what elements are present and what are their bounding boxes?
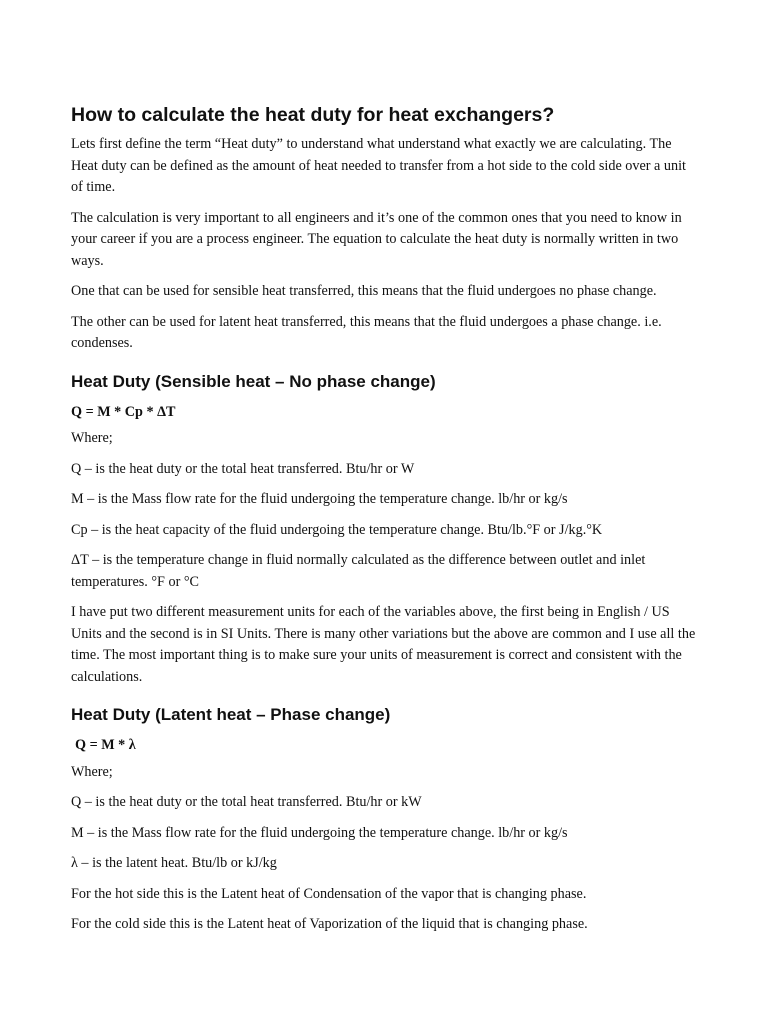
intro-paragraph-4: The other can be used for latent heat transferred, this means that the fluid undergoes a phase change. i.e. condenses. <box>71 313 662 351</box>
units-note-paragraph: I have put two different measurement units for each of the variables above, the first being in English / US Units and the second is in SI Units. There is many other variations but the above are common and I use all the time. The most important thing is to make sure your units of measurement is correct and consistent with the calculations. <box>71 604 696 685</box>
latent-variable-q: Q – is the heat duty or the total heat transferred. Btu/hr or kW <box>71 794 422 810</box>
latent-heat-heading: Heat Duty (Latent heat – Phase change) <box>71 705 391 724</box>
sensible-heat-heading: Heat Duty (Sensible heat – No phase change) <box>71 371 436 391</box>
cold-side-paragraph: For the cold side this is the Latent heat of Vaporization of the liquid that is changing phase. <box>71 916 588 932</box>
latent-where-label: Where; <box>71 763 113 780</box>
latent-variable-lambda: λ – is the latent heat. Btu/lb or kJ/kg <box>71 855 277 871</box>
intro-paragraph-1: Lets first define the term “Heat duty” to understand what understand what exactly we are calculating. The Heat duty can be defined as the amount of heat needed to transfer from a hot side to the cold side over a unit of time. <box>71 136 686 195</box>
document-title: How to calculate the heat duty for heat exchangers? <box>71 104 555 126</box>
sensible-variable-delta-t: ΔT – is the temperature change in fluid normally calculated as the difference between outlet and inlet temperatures. °F or °C <box>71 552 646 590</box>
sensible-where-label: Where; <box>71 430 113 446</box>
intro-paragraph-3: One that can be used for sensible heat transferred, this means that the fluid undergoes no phase change. <box>71 283 657 299</box>
sensible-variable-m: M – is the Mass flow rate for the fluid undergoing the temperature change. lb/hr or kg/s <box>71 491 568 507</box>
latent-heat-formula: Q = M * λ <box>75 737 136 753</box>
sensible-heat-formula: Q = M * Cp * ΔT <box>71 403 176 420</box>
hot-side-paragraph: For the hot side this is the Latent heat of Condensation of the vapor that is changing phase. <box>71 885 587 902</box>
sensible-variable-q: Q – is the heat duty or the total heat transferred. Btu/hr or W <box>71 460 415 477</box>
intro-paragraph-2: The calculation is very important to all engineers and it’s one of the common ones that you need to know in your career if you are a process engineer. The equation to calculate the heat duty is normally written in two ways. <box>71 209 682 269</box>
document-page <box>71 102 701 945</box>
latent-variable-m: M – is the Mass flow rate for the fluid undergoing the temperature change. lb/hr or kg/s <box>71 824 568 841</box>
sensible-variable-cp: Cp – is the heat capacity of the fluid undergoing the temperature change. Btu/lb.°F or J/kg.°K <box>71 521 603 538</box>
